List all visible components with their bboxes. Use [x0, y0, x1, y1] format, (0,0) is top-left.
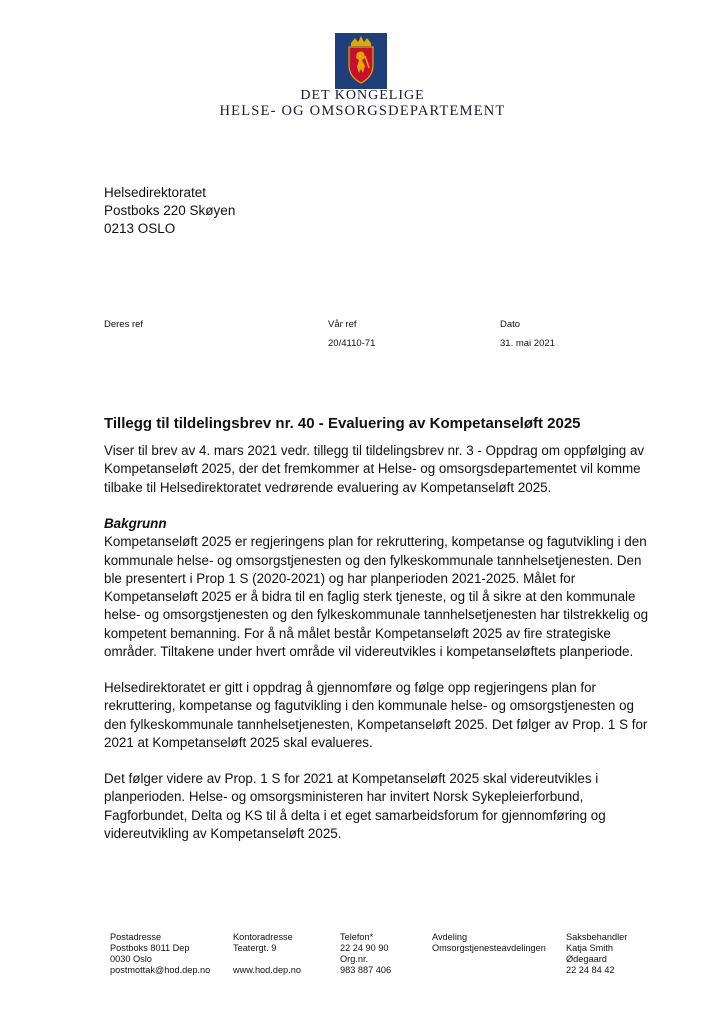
text-line: Viser til brev av 4. mars 2021 vedr. tillegg til tildelingsbrev nr. 3 - Oppdrag om oppfølging av: [104, 443, 645, 458]
footer-label: Telefon*: [340, 932, 374, 942]
deres-ref-label: Deres ref: [104, 319, 144, 330]
footer-label: Org.nr.: [340, 954, 369, 964]
footer-value: Teatergt. 9: [233, 943, 277, 953]
footer-kontoradresse: [233, 932, 301, 976]
footer-label: Saksbehandler: [566, 932, 628, 942]
footer-saksbehandler: [566, 932, 627, 976]
footer-email[interactable]: postmottak@hod.dep.no: [110, 965, 211, 975]
recipient-address: [104, 184, 235, 238]
text-line: den fylkeskommunale tannhelsetjenesten, Kompetanseløft 2025. Det følger av Prop. 1 S for: [104, 716, 648, 732]
text-line: 2021 at Kompetanseløft 2025 skal evalueres.: [104, 734, 373, 750]
footer-label: Kontoradresse: [233, 932, 293, 942]
letter-title: Tillegg til tildelingsbrev nr. 40 - Evaluering av Kompetanseløft 2025: [104, 415, 581, 432]
text-line: kompetent bemanning. For å nå målet består Kompetanseløft 2025 av fire strategiske: [104, 625, 611, 641]
coat-of-arms-icon: [335, 33, 387, 89]
paragraph-2: [104, 679, 664, 752]
text-line: kommunale helse- og omsorgstjenesten og den fylkeskommunale tannhelsetjenesten. Den: [104, 552, 642, 568]
text-line: helse- og omsorgstjenesten og den fylkeskommunale tannhelsetjenesten har tilstrekkelig og: [104, 607, 649, 623]
text-line: Det følger videre av Prop. 1 S for 2021 at Kompetanseløft 2025 skal videreutvikles i: [104, 771, 599, 786]
dato-label: Dato: [500, 319, 521, 330]
var-ref-value: 20/4110-71: [328, 338, 376, 349]
dato-value: 31. mai 2021: [500, 338, 555, 349]
footer-value: Postboks 8011 Dep: [110, 943, 190, 953]
footer-website-link[interactable]: www.hod.dep.no: [233, 965, 301, 975]
footer-value: 983 887 406: [340, 965, 392, 975]
text-line: Kompetanseløft 2025, der det fremkommer at Helse- og omsorgsdepartementet vil komme: [104, 461, 641, 477]
intro-paragraph: [104, 442, 664, 497]
text-line: områder. Tiltakene under hvert område vil videreutvikles i kompetanseløftets planperiode.: [104, 644, 634, 660]
text-line: Fagforbundet, Delta og KS til å delta i et eget samarbeidsforum for gjennomføring og: [104, 807, 606, 823]
text-line: tilbake til Helsedirektoratet vedrørende evaluering av Kompetanseløft 2025.: [104, 479, 552, 495]
coat-of-arms-logo: [335, 33, 387, 89]
recipient-line: Helsedirektoratet: [104, 185, 207, 200]
footer-value: 22 24 90 90: [340, 943, 389, 953]
text-line: videreutvikling av Kompetanseløft 2025.: [104, 825, 342, 841]
text-line: rekruttering, kompetanse og fagutvikling i den kommunale helse- og omsorgstjenesten og: [104, 698, 634, 714]
section-heading: Bakgrunn: [104, 516, 167, 531]
text-line: Kompetanseløft 2025 er å bidra til en faglig sterk tjeneste, og til å sikre at den kommunale: [104, 589, 636, 605]
footer-telefon: [340, 932, 391, 976]
letterhead-line1: DET KONGELIGE: [300, 88, 425, 103]
footer-value: 0030 Oslo: [110, 954, 152, 964]
footer-avdeling: [432, 932, 546, 954]
footer-blank: [233, 954, 301, 965]
footer-label: Postadresse: [110, 932, 162, 942]
paragraph-3: [104, 770, 664, 843]
text-line: planperioden. Helse- og omsorgsministeren har invitert Norsk Sykepleierforbund,: [104, 789, 584, 805]
recipient-line: Postboks 220 Skøyen: [104, 203, 236, 218]
footer-value: 22 24 84 42: [566, 965, 615, 975]
footer-value: Omsorgstjenesteavdelingen: [432, 943, 546, 953]
footer-label: Avdeling: [432, 932, 468, 942]
footer-value: Katja Smith: [566, 943, 613, 953]
recipient-line: 0213 OSLO: [104, 221, 176, 236]
text-line: ble presentert i Prop 1 S (2020-2021) og har planperioden 2021-2025. Målet for: [104, 570, 576, 586]
letterhead-line2: HELSE- OG OMSORGSDEPARTEMENT: [219, 103, 506, 119]
text-line: Kompetanseløft 2025 er regjeringens plan for rekruttering, kompetanse og fagutvikling i den: [104, 534, 647, 550]
footer-value: Ødegaard: [566, 954, 607, 964]
bakgrunn-section: [104, 515, 664, 661]
footer-postadresse: [110, 932, 210, 976]
text-line: Helsedirektoratet er gitt i oppdrag å gjennomføre og følge opp regjeringens plan for: [104, 680, 597, 695]
var-ref-label: Vår ref: [328, 319, 357, 330]
